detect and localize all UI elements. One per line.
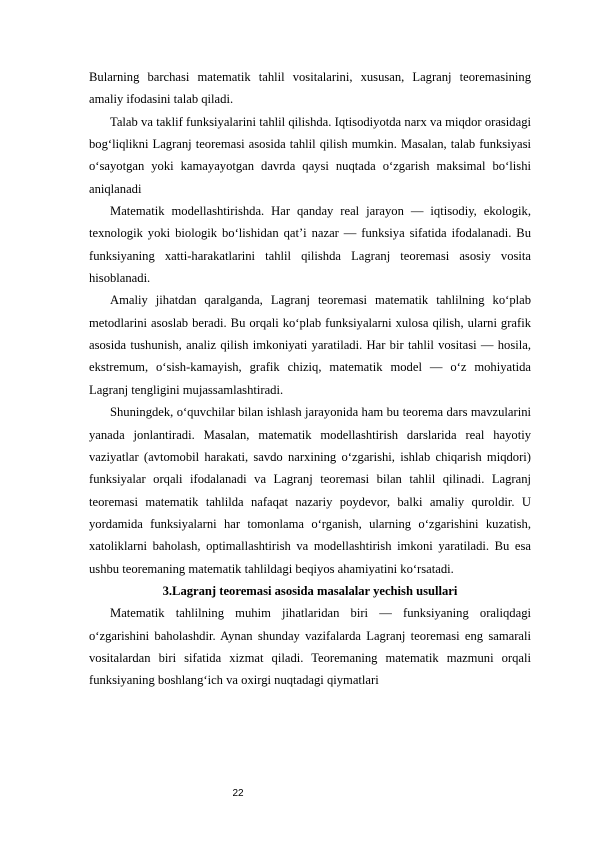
paragraph-teaching: Shuningdek, o‘quvchilar bilan ishlash jarayonida ham bu teorema dars mavzularini yanada jonlantiradi. Masalan, matematik modellashtirish darslarida real hayotiy vaziyatlar (avtomobil harakati, savdo narxining o‘zgarishi, ishlab chiqarish miqdori) funksiyalar orqali ifodalanadi va Lagranj teoremasi bilan tahlil qilinadi. Lagranj teoremasi matematik tahlilda nafaqat nazariy poydevor, balki amaliy quroldir. U yordamida funksiyalarni har tomonlama o‘rganish, ularning o‘zgarishini kuzatish, xatoliklarni baholash, optimallashtirish va modellashtirish imkoni yaratiladi. Bu esa ushbu teoremaning matematik tahlildagi beqiyos ahamiyatini ko‘rsatadi. [89,405,531,576]
page-number: 22 [232,788,244,799]
paragraph-intro: Bularning barchasi matematik tahlil vositalarini, xususan, Lagranj teoremasining amaliy ifodasini talab qiladi. [89,70,531,107]
paragraph-demand-supply: Talab va taklif funksiyalarini tahlil qilishda. Iqtisodiyotda narx va miqdor orasidagi bog‘liqlikni Lagranj teoremasi asosida tahlil qilish mumkin. Masalan, talab funksiyasi o‘sayotgan yoki kamayayotgan davrda qaysi nuqtada o‘zgarish maksimal bo‘lishi aniqlanadi [89,114,531,196]
paragraph-practical: Amaliy jihatdan qaralganda, Lagranj teoremasi matematik tahlilning ko‘plab metodlarini asoslab beradi. Bu orqali ko‘plab funksiyalarni xulosa qilish, ularni grafik asosida tushunish, analiz qilish imkoniyati yaratiladi. Har bir tahlil vositasi — hosila, ekstremum, o‘sish-kamayish, grafik chiziq, matematik model — o‘z mohiyatida Lagranj tengligini mujassamlashtiradi. [89,293,531,397]
section-heading: 3.Lagranj teoremasi asosida masalalar yechish usullari [162,583,458,598]
paragraph-closing: Matematik tahlilning muhim jihatlaridan biri — funksiyaning oraliqdagi o‘zgarishini baholashdir. Aynan shunday vazifalarda Lagranj teoremasi eng samarali vositalardan biri sifatida xizmat qiladi. Teoremaning matematik mazmuni orqali funksiyaning boshlang‘ich va oxirgi nuqtadagi qiymatlari [89,606,531,688]
page-body [89,66,531,692]
paragraph-modeling: Matematik modellashtirishda. Har qanday real jarayon — iqtisodiy, ekologik, texnologik yoki biologik bo‘lishidan qat’i nazar — funksiya sifatida ifodalanadi. Bu funksiyaning xatti-harakatlarini tahlil qilishda Lagranj teoremasi asosiy vosita hisoblanadi. [89,204,531,286]
